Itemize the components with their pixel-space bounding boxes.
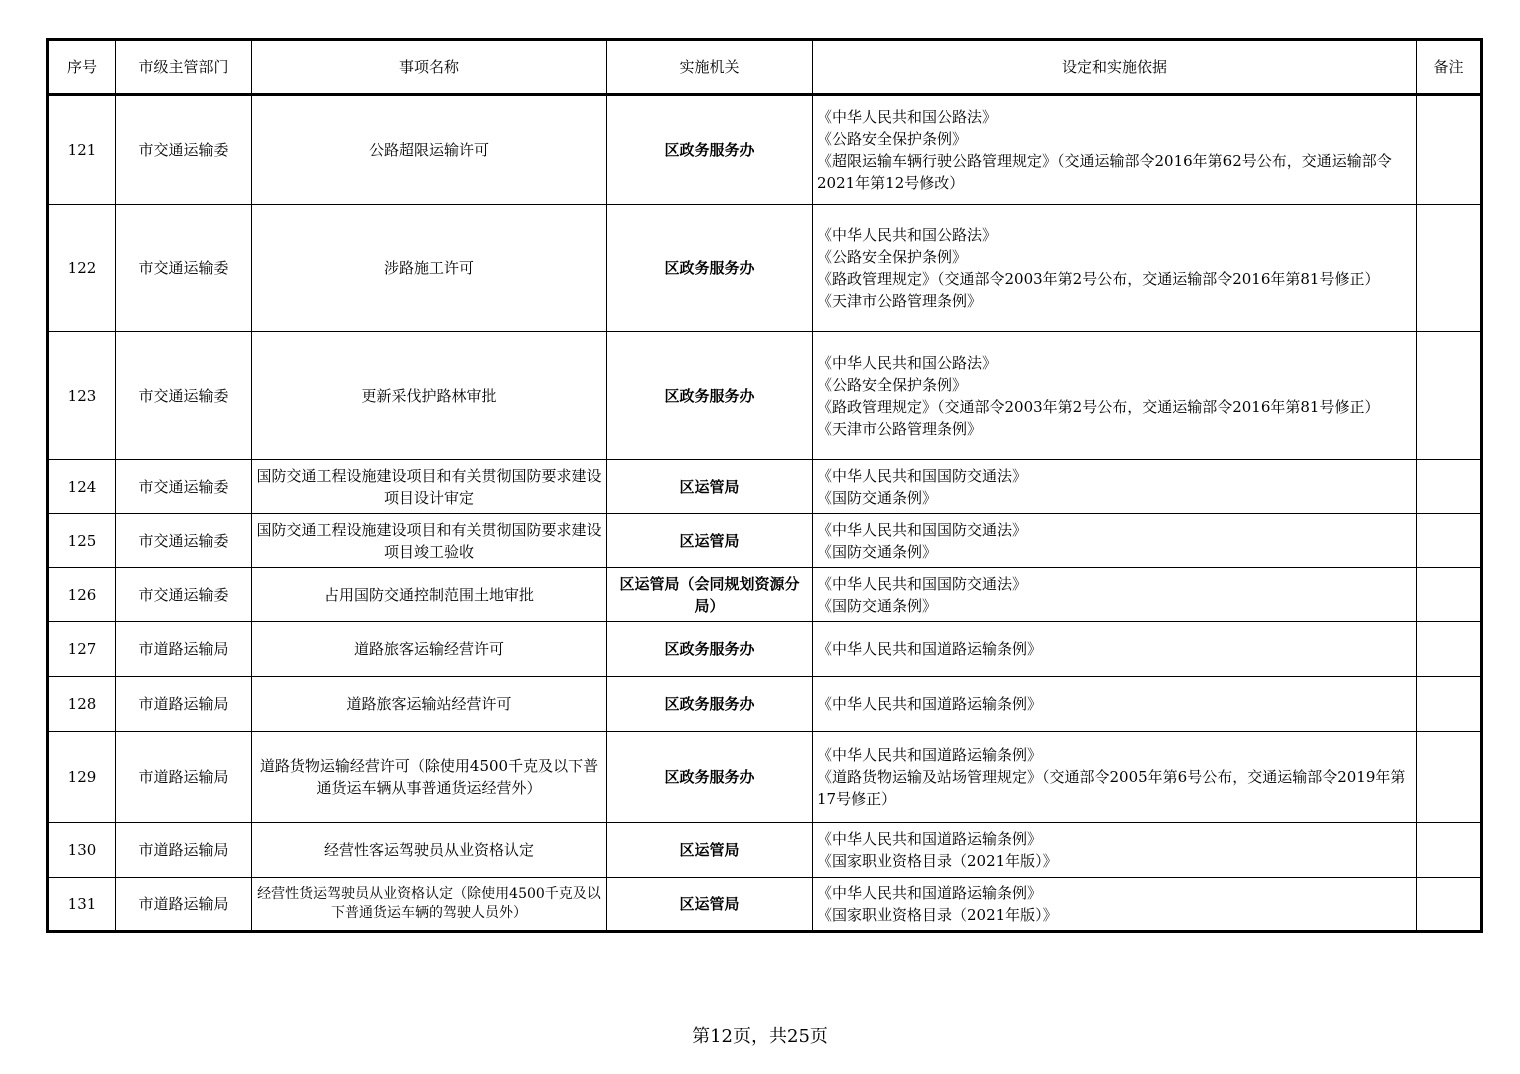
- row-no: 126: [48, 568, 116, 622]
- row-basis: [813, 95, 1417, 205]
- basis-line: 《天津市公路管理条例》: [817, 419, 983, 438]
- table-row: [48, 332, 1482, 460]
- basis-line: 《中华人民共和国道路运输条例》: [817, 884, 1043, 902]
- table-row: [48, 568, 1482, 622]
- row-dept: 市交通运输委: [116, 332, 252, 460]
- row-dept: 市道路运输局: [116, 732, 252, 823]
- row-item: 国防交通工程设施建设项目和有关贯彻国防要求建设项目设计审定: [252, 460, 607, 514]
- row-dept: 市交通运输委: [116, 514, 252, 568]
- row-dept: 市道路运输局: [116, 878, 252, 932]
- basis-line: 《国防交通条例》: [817, 488, 938, 507]
- row-dept: 市道路运输局: [116, 622, 252, 677]
- row-note: [1417, 878, 1482, 932]
- items-table: [46, 38, 1483, 933]
- basis-line: 《国家职业资格目录（2021年版）》: [817, 906, 1058, 924]
- row-no: 131: [48, 878, 116, 932]
- row-no: 124: [48, 460, 116, 514]
- table-row: [48, 732, 1482, 823]
- row-item: 更新采伐护路林审批: [252, 332, 607, 460]
- basis-line: 《天津市公路管理条例》: [817, 292, 983, 310]
- basis-line: 《中华人民共和国道路运输条例》: [817, 695, 1043, 713]
- row-note: [1417, 460, 1482, 514]
- row-note: [1417, 622, 1482, 677]
- row-agency: 区政务服务办: [607, 677, 813, 732]
- basis-line: 《中华人民共和国道路运输条例》: [817, 830, 1043, 848]
- row-agency: 区政务服务办: [607, 622, 813, 677]
- row-basis: [813, 332, 1417, 460]
- basis-line: 《公路安全保护条例》: [817, 375, 968, 394]
- basis-line: 《中华人民共和国国防交通法》: [817, 574, 1028, 593]
- table-row: [48, 677, 1482, 732]
- row-note: [1417, 677, 1482, 732]
- basis-line: 《公路安全保护条例》: [817, 130, 968, 148]
- basis-line: 《中华人民共和国道路运输条例》: [817, 640, 1043, 658]
- basis-line: 《公路安全保护条例》: [817, 248, 968, 266]
- row-item: 公路超限运输许可: [252, 95, 607, 205]
- row-note: [1417, 823, 1482, 878]
- row-dept: 市交通运输委: [116, 205, 252, 332]
- row-basis: [813, 622, 1417, 677]
- row-dept: 市道路运输局: [116, 823, 252, 878]
- row-dept: 市道路运输局: [116, 677, 252, 732]
- row-item: 道路旅客运输经营许可: [252, 622, 607, 677]
- row-dept: 市交通运输委: [116, 95, 252, 205]
- header-note: 备注: [1417, 40, 1482, 95]
- row-basis: [813, 823, 1417, 878]
- row-agency: 区运管局: [607, 878, 813, 932]
- header-item: 事项名称: [252, 40, 607, 95]
- header-dept: 市级主管部门: [116, 40, 252, 95]
- table-row: [48, 823, 1482, 878]
- row-dept: 市交通运输委: [116, 460, 252, 514]
- row-no: 127: [48, 622, 116, 677]
- header-no: 序号: [48, 40, 116, 95]
- basis-line: 《国防交通条例》: [817, 596, 938, 615]
- row-note: [1417, 568, 1482, 622]
- basis-line: 《中华人民共和国公路法》: [817, 108, 998, 126]
- row-basis: [813, 205, 1417, 332]
- table-row: [48, 622, 1482, 677]
- basis-line: 《道路货物运输及站场管理规定》（交通部令2005年第6号公布，交通运输部令2019年第17号修正）: [817, 768, 1406, 808]
- basis-line: 《路政管理规定》（交通部令2003年第2号公布，交通运输部令2016年第81号修正）: [817, 397, 1380, 416]
- basis-line: 《路政管理规定》（交通部令2003年第2号公布，交通运输部令2016年第81号修正）: [817, 270, 1380, 288]
- row-no: 125: [48, 514, 116, 568]
- basis-line: 《国防交通条例》: [817, 542, 938, 561]
- page-footer: 第12页，共25页: [692, 1026, 828, 1047]
- row-basis: [813, 677, 1417, 732]
- row-no: 123: [48, 332, 116, 460]
- row-agency: 区运管局: [607, 460, 813, 514]
- row-note: [1417, 95, 1482, 205]
- table-body: [48, 95, 1482, 932]
- header-agency: 实施机关: [607, 40, 813, 95]
- row-note: [1417, 205, 1482, 332]
- row-agency: 区运管局（会同规划资源分局）: [607, 568, 813, 622]
- row-note: [1417, 332, 1482, 460]
- row-dept: 市交通运输委: [116, 568, 252, 622]
- row-basis: [813, 732, 1417, 823]
- row-no: 129: [48, 732, 116, 823]
- basis-line: 《国家职业资格目录（2021年版）》: [817, 852, 1058, 870]
- row-agency: 区运管局: [607, 514, 813, 568]
- table-row: [48, 95, 1482, 205]
- basis-line: 《中华人民共和国公路法》: [817, 353, 998, 372]
- table-row: [48, 514, 1482, 568]
- row-item: 国防交通工程设施建设项目和有关贯彻国防要求建设项目竣工验收: [252, 514, 607, 568]
- basis-line: 《中华人民共和国国防交通法》: [817, 466, 1028, 485]
- row-basis: [813, 568, 1417, 622]
- row-item: 道路货物运输经营许可（除使用4500千克及以下普通货运车辆从事普通货运经营外）: [252, 732, 607, 823]
- table-row: [48, 460, 1482, 514]
- row-no: 130: [48, 823, 116, 878]
- basis-line: 《超限运输车辆行驶公路管理规定》（交通运输部令2016年第62号公布，交通运输部令2021年第12号修改）: [817, 152, 1392, 192]
- row-no: 121: [48, 95, 116, 205]
- row-item: 道路旅客运输站经营许可: [252, 677, 607, 732]
- row-item: 经营性客运驾驶员从业资格认定: [252, 823, 607, 878]
- row-agency: 区政务服务办: [607, 95, 813, 205]
- row-note: [1417, 732, 1482, 823]
- row-basis: [813, 460, 1417, 514]
- header-basis: 设定和实施依据: [813, 40, 1417, 95]
- table-row: [48, 205, 1482, 332]
- row-agency: 区政务服务办: [607, 332, 813, 460]
- basis-line: 《中华人民共和国道路运输条例》: [817, 746, 1043, 764]
- basis-line: 《中华人民共和国国防交通法》: [817, 520, 1028, 539]
- row-no: 128: [48, 677, 116, 732]
- table-header-row: [48, 40, 1482, 95]
- row-item: 涉路施工许可: [252, 205, 607, 332]
- row-basis: [813, 878, 1417, 932]
- row-note: [1417, 514, 1482, 568]
- row-agency: 区政务服务办: [607, 205, 813, 332]
- row-agency: 区运管局: [607, 823, 813, 878]
- row-agency: 区政务服务办: [607, 732, 813, 823]
- row-no: 122: [48, 205, 116, 332]
- row-basis: [813, 514, 1417, 568]
- basis-line: 《中华人民共和国公路法》: [817, 226, 998, 244]
- table-row: [48, 878, 1482, 932]
- row-item: 占用国防交通控制范围土地审批: [252, 568, 607, 622]
- row-item: 经营性货运驾驶员从业资格认定（除使用4500千克及以下普通货运车辆的驾驶人员外）: [252, 878, 607, 932]
